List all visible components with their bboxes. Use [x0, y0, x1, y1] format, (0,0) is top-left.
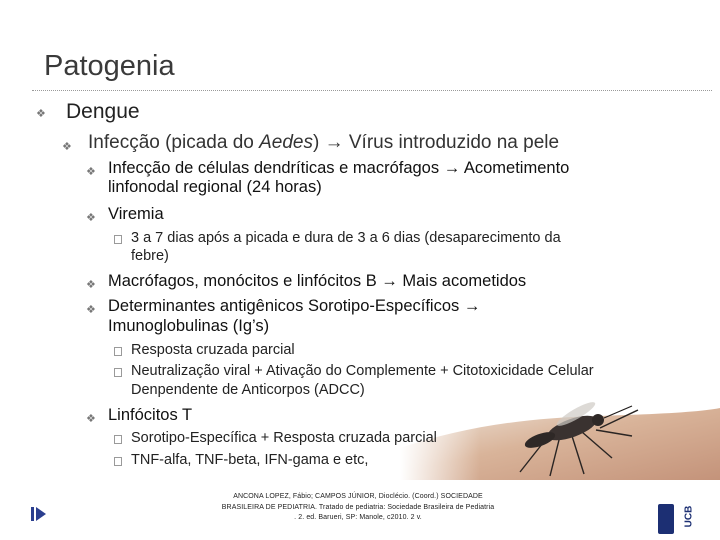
infeccao-text-italic: Aedes	[259, 132, 313, 153]
bullet-determinantes-line2: Imunoglobulinas (Ig’s)	[108, 317, 270, 335]
bullet-viremia: Viremia	[108, 205, 164, 223]
bullet-dias-line1: 3 a 7 dias após a picada e dura de 3 a 6 dias (desaparecimento da	[131, 230, 561, 246]
diamond-bullet-icon: ❖	[86, 413, 96, 425]
diamond-bullet-icon: ❖	[86, 279, 96, 291]
bullet-tnf: TNF-alfa, TNF-beta, IFN-gama e etc,	[131, 452, 369, 468]
ucb-logo	[680, 494, 698, 538]
ucb-logo-mark	[658, 504, 674, 534]
box-bullet-icon	[114, 235, 122, 244]
bullet-resposta: Resposta cruzada parcial	[131, 342, 295, 358]
citation-line2: BRASILEIRA DE PEDIATRIA. Tratado de pediatria: Sociedade Brasileira de Pediatria	[221, 503, 495, 511]
bullet-sorotipo: Sorotipo-Específica + Resposta cruzada parcial	[131, 430, 437, 446]
bullet-dias-line2: febre)	[131, 248, 169, 264]
citation-line1: ANCONA LOPEZ, Fábio; CAMPOS JÚNIOR, Dioclécio. (Coord.) SOCIEDADE	[233, 493, 483, 500]
nav-arrow-icon[interactable]	[30, 504, 50, 524]
slide-title: Patogenia	[44, 50, 175, 82]
box-bullet-icon	[114, 347, 122, 356]
box-bullet-icon	[114, 368, 122, 377]
bullet-celulas-line1: Infecção de células dendríticas e macrófagos → Acometimento	[108, 159, 570, 177]
box-bullet-icon	[114, 435, 122, 444]
bullet-linfocitos-t: Linfócitos T	[108, 406, 193, 424]
bullet-dengue: Dengue	[66, 100, 140, 123]
citation-line3: . 2. ed. Barueri, SP: Manole, c2010. 2 v.	[294, 514, 422, 521]
diamond-bullet-icon: ❖	[62, 141, 72, 153]
citation	[200, 492, 516, 524]
diamond-bullet-icon: ❖	[86, 212, 96, 224]
mosquito-photo	[400, 388, 720, 480]
bullet-determinantes-line1: Determinantes antigênicos Sorotipo-Específicos →	[108, 297, 481, 315]
diamond-bullet-icon: ❖	[86, 166, 96, 178]
infeccao-text-prefix: Infecção (picada do	[88, 132, 260, 153]
infeccao-text-suffix: ) → Vírus introduzido na pele	[313, 132, 560, 153]
diamond-bullet-icon: ❖	[36, 108, 46, 120]
bullet-celulas-line2: linfonodal regional (24 horas)	[108, 178, 322, 196]
bullet-neutralizacao-line2: Denpendente de Anticorpos (ADCC)	[131, 382, 365, 398]
title-divider	[32, 90, 712, 91]
bullet-macrofagos: Macrófagos, monócitos e linfócitos B → Mais acometidos	[108, 272, 527, 290]
box-bullet-icon	[114, 457, 122, 466]
bullet-neutralizacao-line1: Neutralização viral + Ativação do Complemente + Citotoxicidade Celular	[131, 363, 594, 379]
ucb-logo-text: UCB	[683, 505, 695, 527]
bullet-infeccao	[88, 132, 559, 154]
diamond-bullet-icon: ❖	[86, 304, 96, 316]
